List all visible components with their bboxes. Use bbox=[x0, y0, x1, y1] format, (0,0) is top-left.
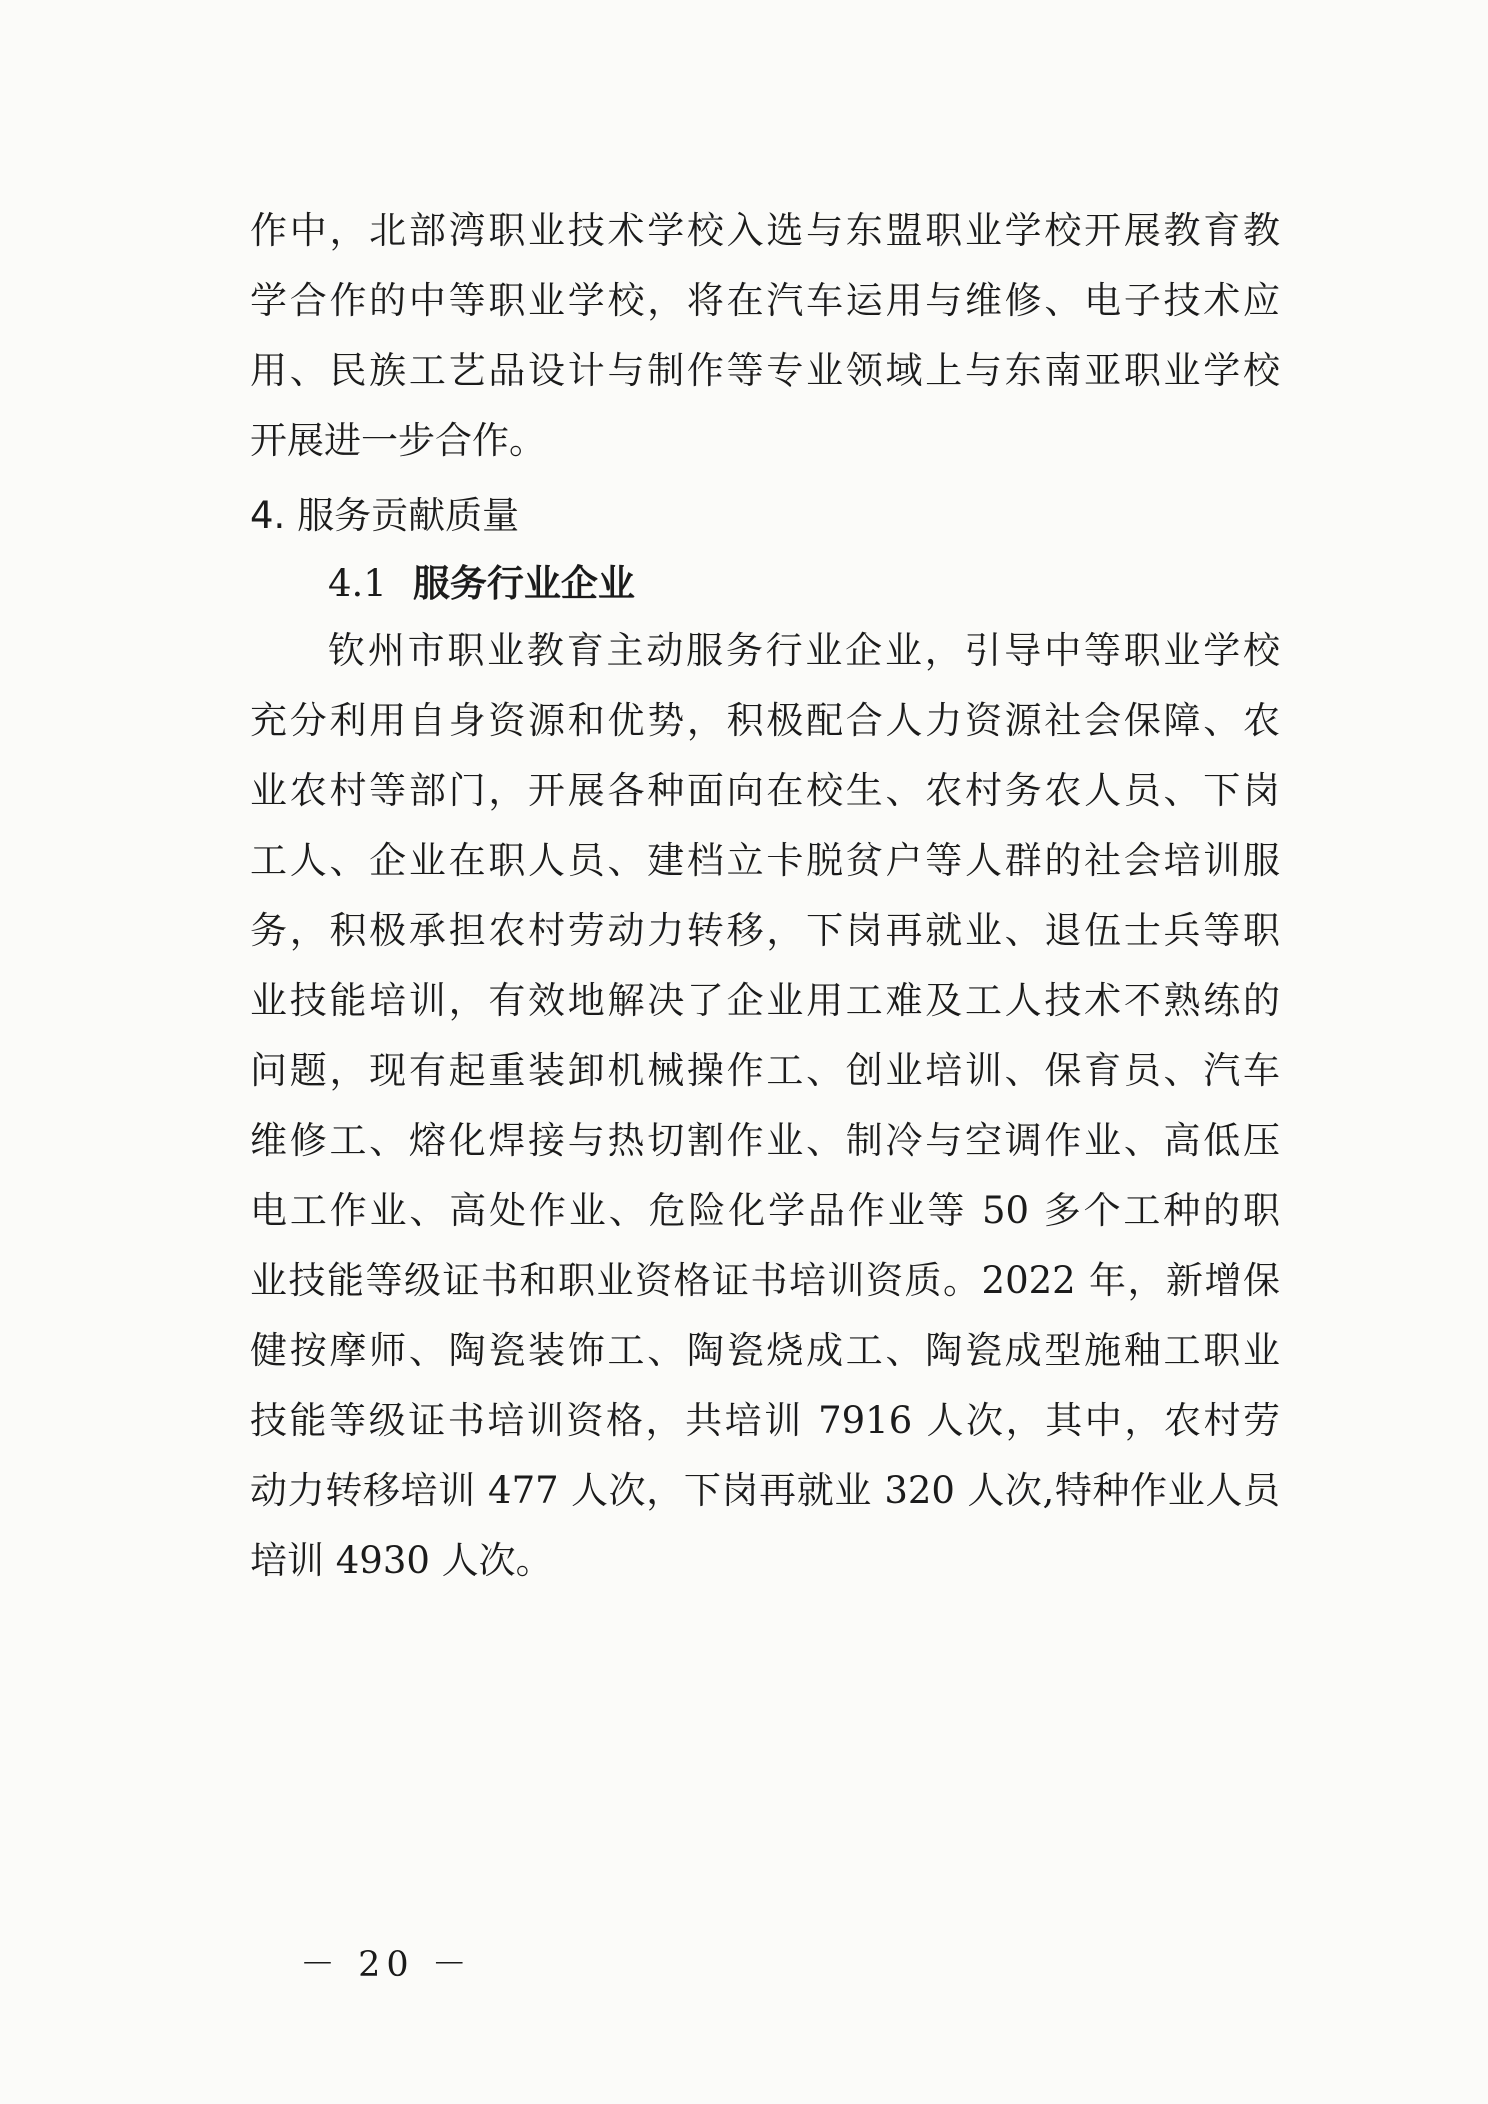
text-line: 用、民族工艺品设计与制作等专业领域上与东南亚职业学校 bbox=[250, 349, 1280, 392]
text-line: 开展进一步合作。 bbox=[250, 419, 546, 462]
text-line: 培训 4930 人次。 bbox=[250, 1539, 553, 1582]
text-line: 工人、企业在职人员、建档立卡脱贫户等人群的社会培训服 bbox=[250, 839, 1280, 882]
text-line: 业技能培训，有效地解决了企业用工难及工人技术不熟练的 bbox=[250, 979, 1280, 1022]
text-line: 技能等级证书培训资格，共培训 7916 人次，其中，农村劳 bbox=[250, 1399, 1280, 1442]
text-line: 电工作业、高处作业、危险化学品作业等 50 多个工种的职 bbox=[250, 1189, 1280, 1232]
section-heading: 4. 服务贡献质量 bbox=[250, 494, 520, 537]
subsection-heading bbox=[328, 547, 635, 620]
text-line: 钦州市职业教育主动服务行业企业，引导中等职业学校 bbox=[328, 629, 1280, 672]
subsection-number: 4.1 bbox=[328, 562, 387, 605]
text-line: 业技能等级证书和职业资格证书培训资质。2022 年，新增保 bbox=[250, 1259, 1280, 1302]
text-line: 业农村等部门，开展各种面向在校生、农村务农人员、下岗 bbox=[250, 769, 1280, 812]
subsection-title: 服务行业企业 bbox=[412, 561, 635, 605]
text-line: 务，积极承担农村劳动力转移，下岗再就业、退伍士兵等职 bbox=[250, 909, 1280, 952]
text-line: 健按摩师、陶瓷装饰工、陶瓷烧成工、陶瓷成型施釉工职业 bbox=[250, 1329, 1280, 1372]
text-line: 学合作的中等职业学校，将在汽车运用与维修、电子技术应 bbox=[250, 279, 1280, 322]
text-line: 充分利用自身资源和优势，积极配合人力资源社会保障、农 bbox=[250, 699, 1280, 742]
page-number: － 20 － bbox=[300, 1945, 473, 1985]
text-line: 动力转移培训 477 人次，下岗再就业 320 人次,特种作业人员 bbox=[250, 1469, 1280, 1512]
text-line: 问题，现有起重装卸机械操作工、创业培训、保育员、汽车 bbox=[250, 1049, 1280, 1092]
text-line: 维修工、熔化焊接与热切割作业、制冷与空调作业、高低压 bbox=[250, 1119, 1280, 1162]
text-line: 作中，北部湾职业技术学校入选与东盟职业学校开展教育教 bbox=[250, 209, 1280, 252]
